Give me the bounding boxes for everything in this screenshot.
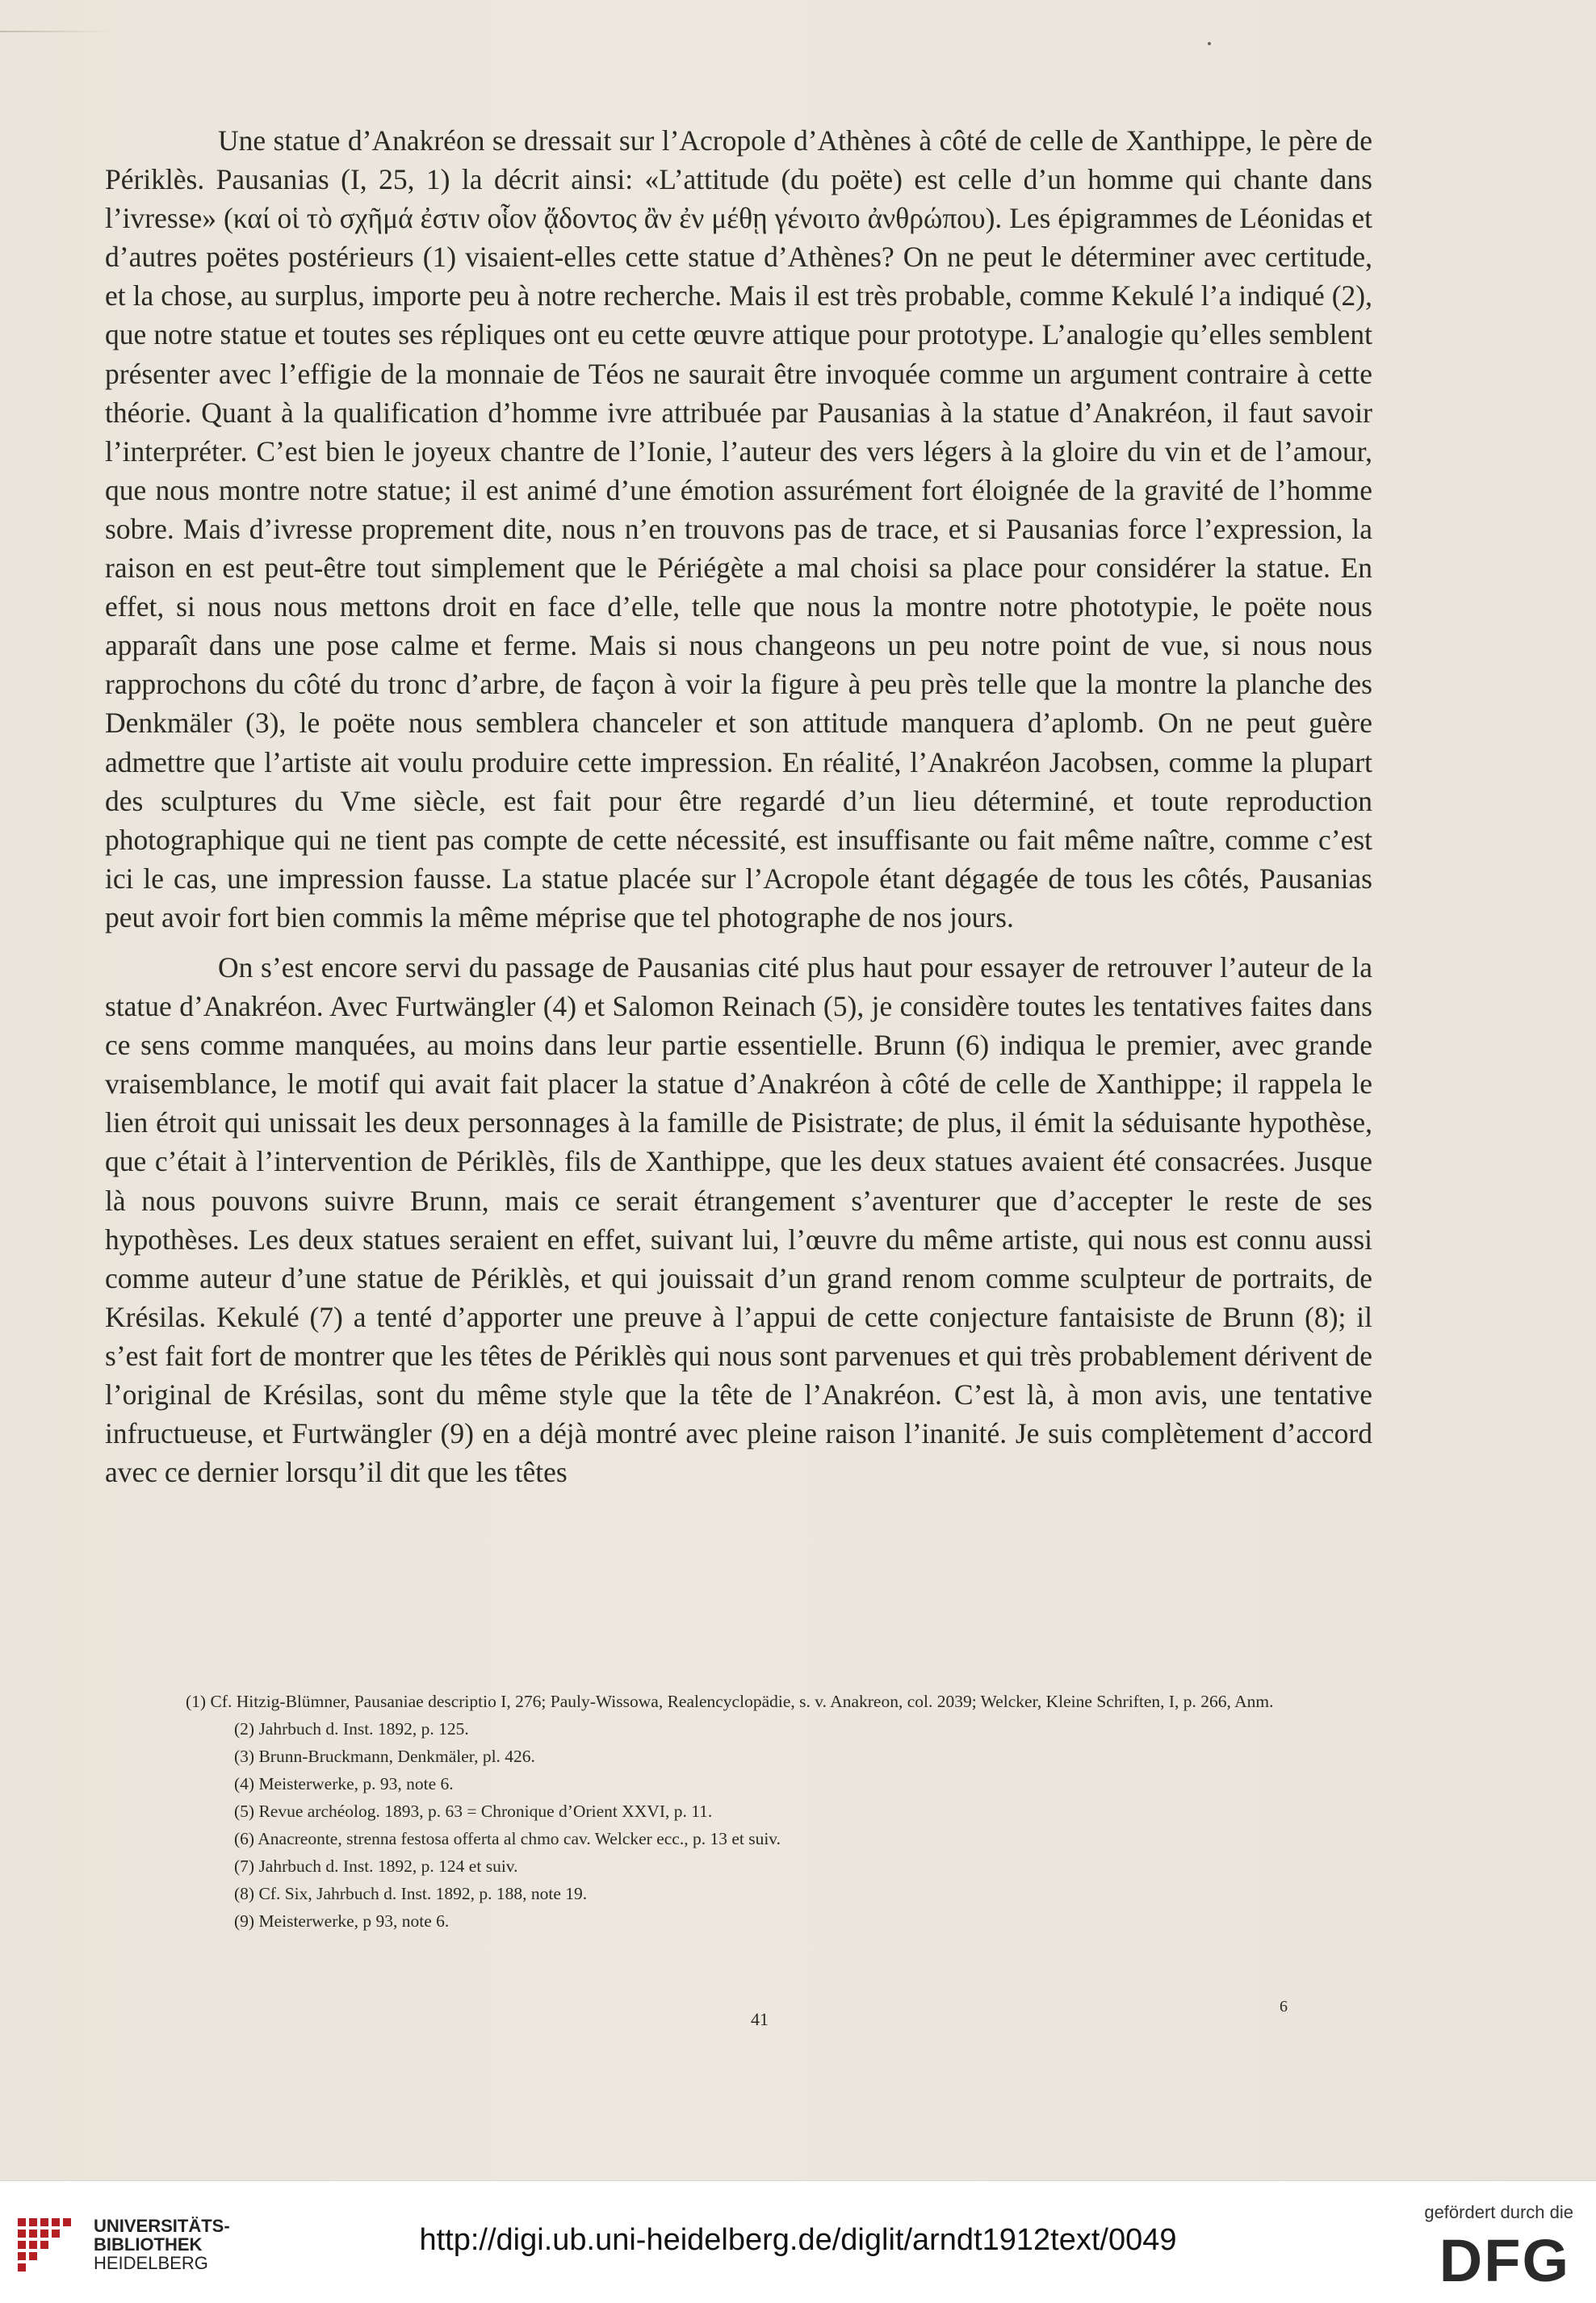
paragraph-1: Une statue d’Anakréon se dressait sur l’Acropole d’Athènes à côté de celle de Xanthippe, le père de Périklès. Pausanias (I, 25, 1) la décrit ainsi: «L’attitude (du poëte) est celle d’un homme qui chante dans l’ivresse» (καί οἱ τὸ σχῆμά ἐστιν οἷον ᾄδοντος ἂν ἐν μέθῃ γένοιτο ἀνθρώπου). Les épigrammes de Léonidas et d’autres poëtes postérieurs (1) visaient-elles cette statue d’Athènes? On ne peut le déterminer avec certitude, et la chose, au surplus, importe peu à notre recherche. Mais il est très probable, comme Kekulé l’a indiqué (2), que notre statue et toutes ses répliques ont eu cette œuvre attique pour prototype. L’analogie qu’elles semblent présenter avec l’effigie de la monnaie de Téos ne saurait être invoquée comme un argument contraire à cette théorie. Quant à la qualification d’homme ivre attribuée par Pausanias à la statue d’Anakréon, il faut savoir l’interpréter. C’est bien le joyeux chantre de l’Ionie, l’auteur des vers légers à la gloire du vin et de l’amour, que nous montre notre statue; il est animé d’une émotion assurément fort éloignée de la gravité de l’homme sobre. Mais d’ivresse proprement dite, nous n’en trouvons pas de trace, et si Pausanias force l’expression, la raison en est peut-être tout simplement que le Périégète a mal choisi sa place pour considérer la statue. En effet, si nous nous mettons droit en face d’elle, telle que nous la montre notre phototypie, le poëte nous apparaît dans une pose calme et ferme. Mais si nous changeons un peu notre point de vue, si nous nous rapprochons du côté du tronc d’arbre, de façon à voir la figure à peu près telle que la montre la planche des Denkmäler (3), le poëte nous semblera chanceler et son attitude manquera d’aplomb. On ne peut guère admettre que l’artiste ait voulu produire cette impression. En réalité, l’Anakréon Jacobsen, comme la plupart des sculptures du Vme siècle, est fait pour être regardé d’un lieu déterminé, et toute reproduction photographique qui ne tient pas compte de cette nécessité, est insuffisante ou fait même naître, comme c’est ici le cas, une impression fausse. La statue placée sur l’Acropole étant dégagée de tous les côtés, Pausanias peut avoir fort bien commis la même méprise que tel photographe de nos jours.	[105, 124, 1372, 933]
footnote-7: (7) Jahrbuch d. Inst. 1892, p. 124 et suiv.	[234, 1856, 518, 1876]
footnote-1: (1) Cf. Hitzig-Blümner, Pausaniae descriptio I, 276; Pauly-Wissowa, Realencyclopädie, s. v. Anakreon, col. 2039; Welcker, Kleine Schriften, I, p. 266, Anm.	[186, 1692, 1274, 1711]
library-name-line-1: UNIVERSITÄTS-	[94, 2216, 230, 2236]
scan-speck	[1208, 42, 1211, 45]
funding-note: gefördert durch die	[1424, 2202, 1573, 2222]
footnote-3: (3) Brunn-Bruckmann, Denkmäler, pl. 426.	[234, 1747, 535, 1766]
paragraph-2: On s’est encore servi du passage de Pausanias cité plus haut pour essayer de retrouver l’auteur de la statue d’Anakréon. Avec Furtwängler (4) et Salomon Reinach (5), je considère toutes les tentatives faites dans ce sens comme manquées, au moins dans leur partie essentielle. Brunn (6) indiqua le premier, avec grande vraisemblance, le motif qui avait fait placer la statue d’Anakréon à côté de celle de Xanthippe; il rappela le lien étroit qui unissait les deux personnages à la famille de Pisistrate; de plus, il émit la séduisante hypothèse, que c’était à l’intervention de Périklès, fils de Xanthippe, que les deux statues avaient été consacrées. Jusque là nous pouvons suivre Brunn, mais ce serait étrangement s’aventurer que d’accepter le reste de ses hypothèses. Les deux statues seraient en effet, suivant lui, l’œuvre du même artiste, qui nous est connu aussi comme auteur d’une statue de Périklès, et qui jouissait d’un grand renom comme sculpteur de portraits, de Krésilas. Kekulé (7) a tenté d’apporter une preuve à l’appui de cette conjecture fantaisiste de Brunn (8); il s’est fait fort de montrer que les têtes de Périklès qui nous sont parvenues et qui très probablement dérivent de l’original de Krésilas, sont du même style que la tête de l’Anakréon. C’est là, à mon avis, une tentative infructueuse, et Furtwängler (9) en a déjà montré avec pleine raison l’inanité. Je suis complètement d’accord avec ce dernier lorsqu’il dit que les têtes	[105, 950, 1372, 1489]
library-name-line-2: BIBLIOTHEK	[94, 2234, 203, 2255]
dfg-logo-icon	[1418, 2230, 1572, 2286]
main-text	[105, 121, 1372, 1491]
footnote-8: (8) Cf. Six, Jahrbuch d. Inst. 1892, p. 188, note 19.	[234, 1884, 588, 1903]
signature-mark: 6	[1280, 1998, 1288, 2016]
footnotes	[113, 1688, 1389, 1935]
footnote-4: (4) Meisterwerke, p. 93, note 6.	[234, 1774, 454, 1793]
permalink-url[interactable]: http://digi.ub.uni-heidelberg.de/diglit/arndt1912text/0049	[419, 2223, 1177, 2257]
scan-edge-mark	[0, 31, 113, 32]
library-name-line-3: HEIDELBERG	[94, 2253, 208, 2273]
digitization-footer	[0, 2180, 1596, 2303]
footnote-5: (5) Revue archéolog. 1893, p. 63 = Chronique d’Orient XXVI, p. 11.	[234, 1802, 713, 1821]
footnote-9: (9) Meisterwerke, p 93, note 6.	[234, 1911, 450, 1931]
page-number: 41	[751, 2009, 769, 2029]
footnote-2: (2) Jahrbuch d. Inst. 1892, p. 125.	[234, 1719, 469, 1739]
dfg-logo-text: DFG	[1439, 2230, 1570, 2286]
footnote-6: (6) Anacreonte, strenna festosa offerta al chmo cav. Welcker ecc., p. 13 et suiv.	[234, 1829, 781, 1848]
